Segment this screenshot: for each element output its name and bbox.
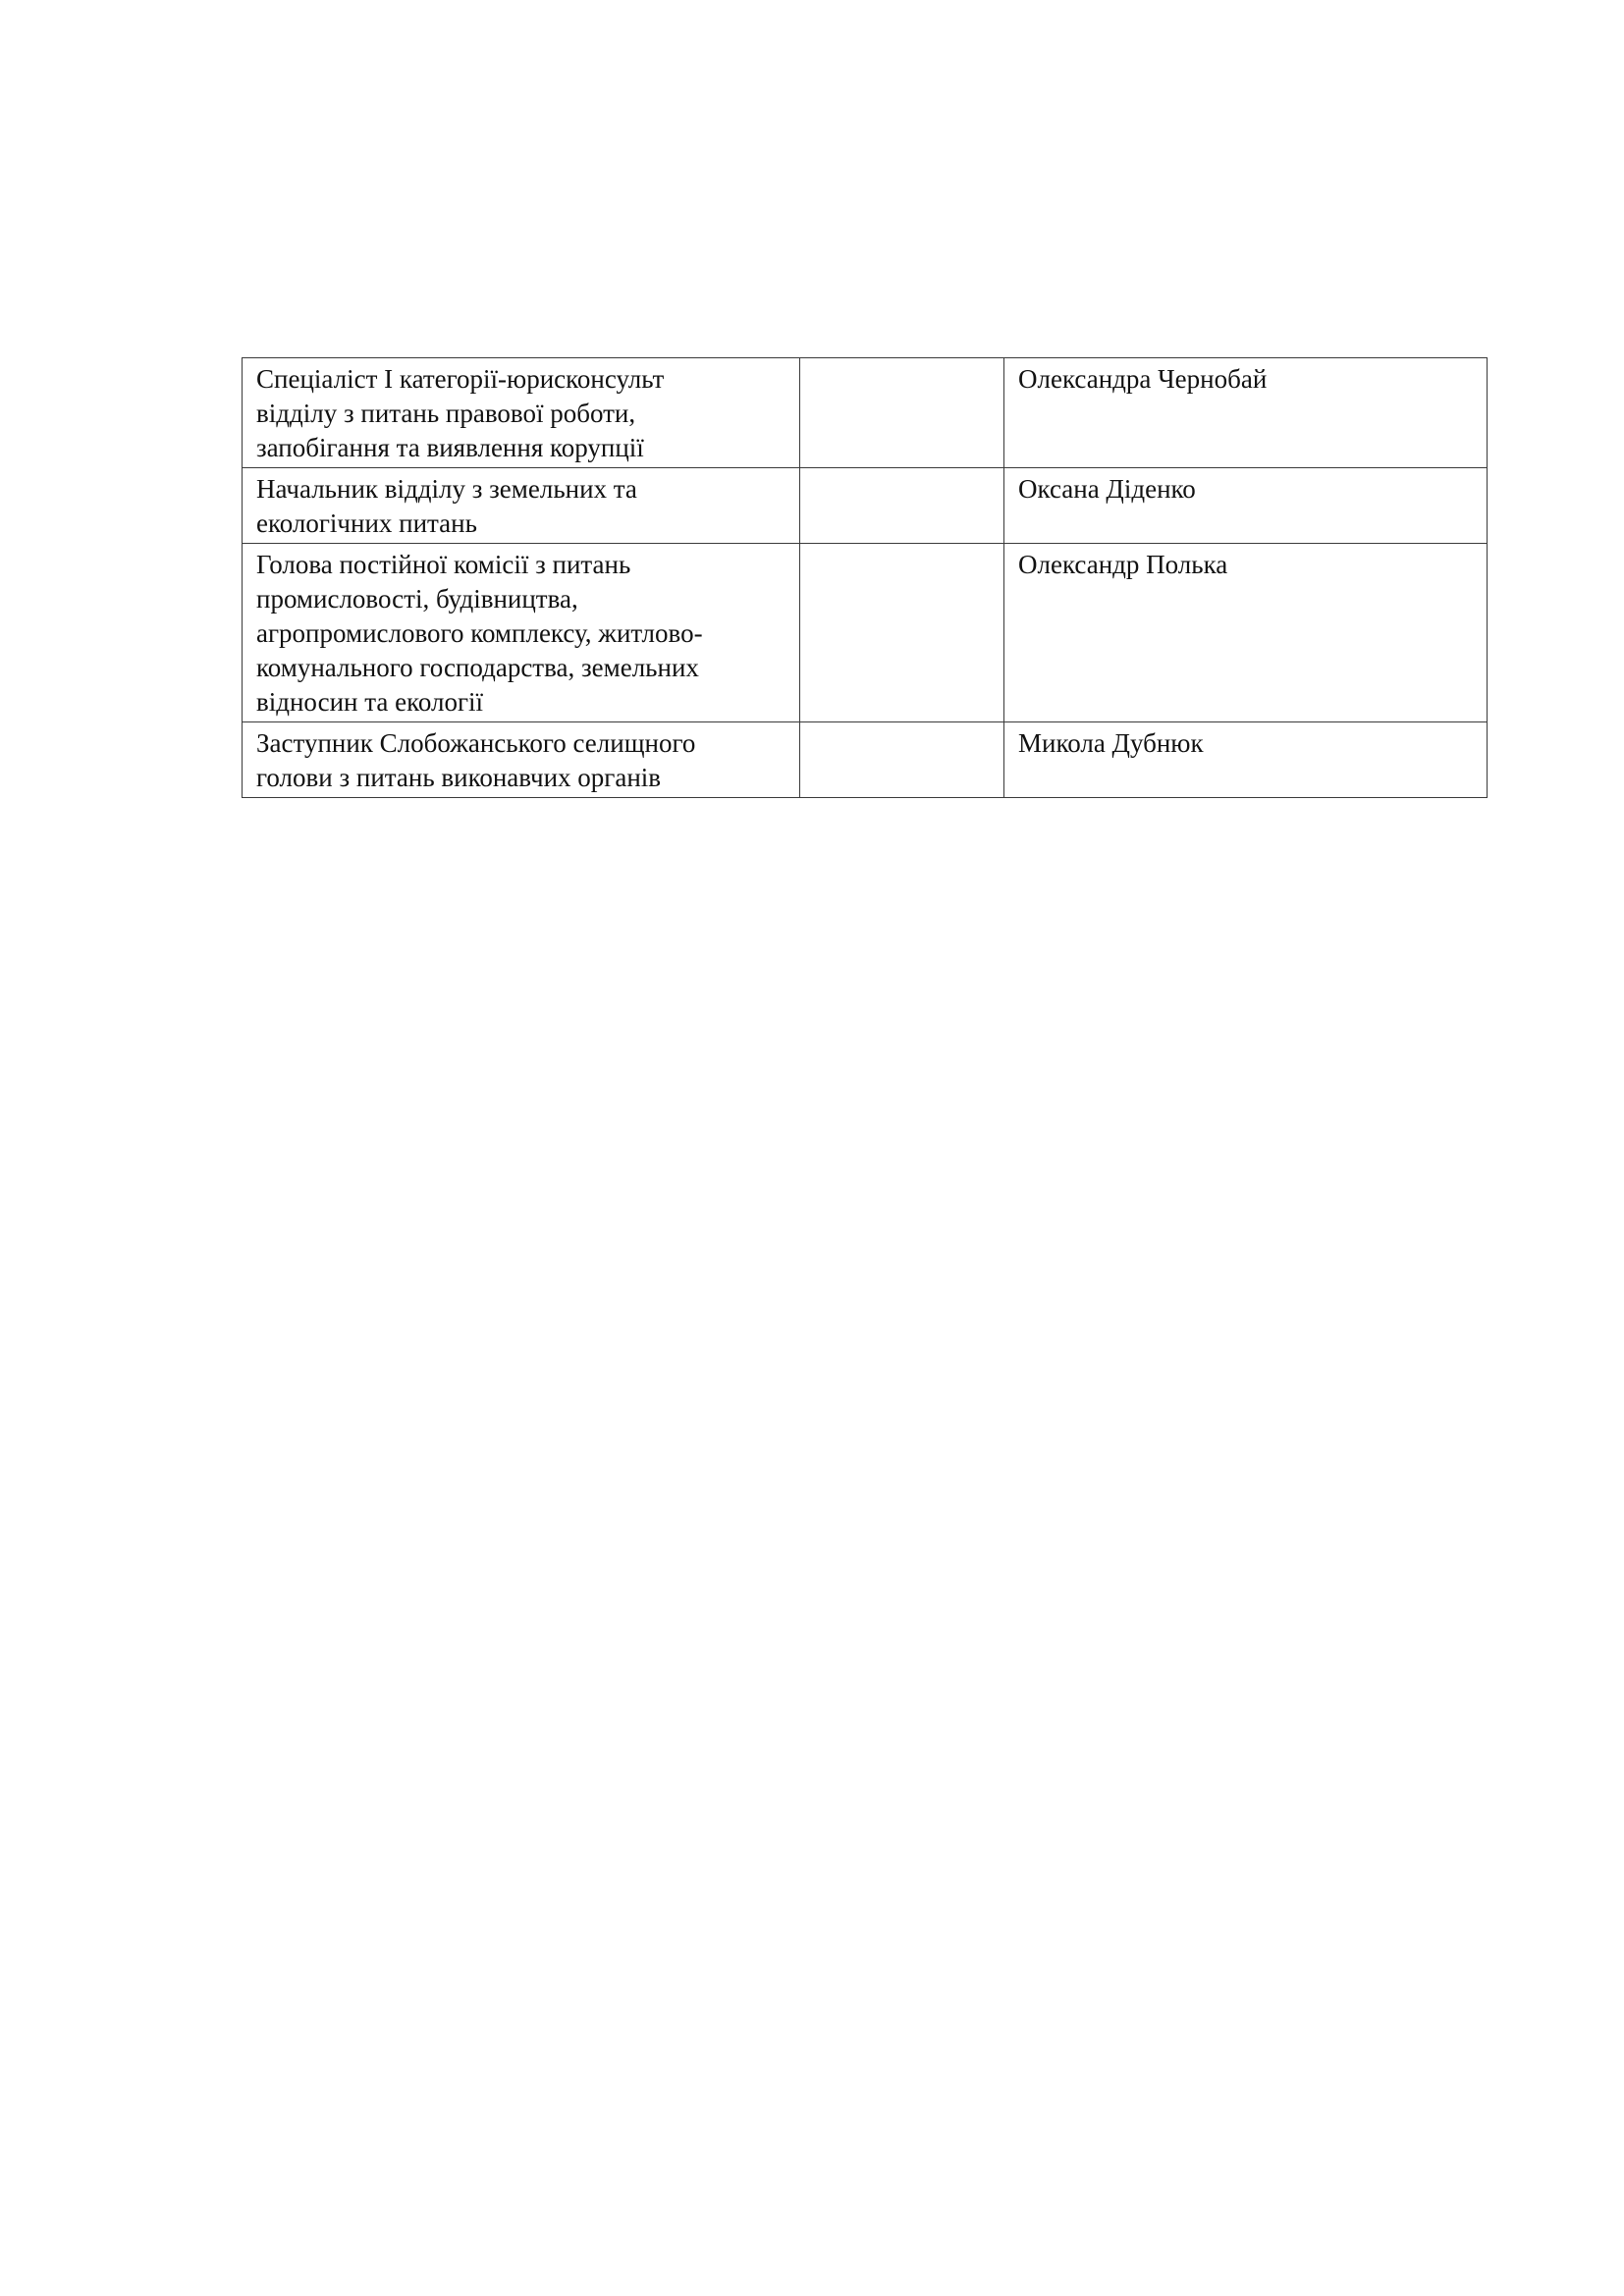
signature-cell bbox=[800, 358, 1004, 468]
position-line: промисловості, будівництва, bbox=[256, 584, 578, 614]
position-line: голови з питань виконавчих органів bbox=[256, 763, 662, 792]
name-cell: Микола Дубнюк bbox=[1004, 722, 1488, 798]
position-line: відділу з питань правової роботи, bbox=[256, 399, 636, 428]
position-line: Заступник Слобожанського селищного bbox=[256, 728, 696, 758]
signature-cell bbox=[800, 722, 1004, 798]
name-cell: Олександра Чернобай bbox=[1004, 358, 1488, 468]
position-line: запобігання та виявлення корупції bbox=[256, 433, 644, 462]
position-line: відносин та екології bbox=[256, 687, 484, 717]
table-row bbox=[243, 722, 1488, 798]
signature-cell bbox=[800, 468, 1004, 544]
position-cell bbox=[243, 544, 800, 722]
name-cell: Оксана Діденко bbox=[1004, 468, 1488, 544]
position-line: агропромислового комплексу, житлово- bbox=[256, 618, 703, 648]
table-row bbox=[243, 358, 1488, 468]
name-cell: Олександр Полька bbox=[1004, 544, 1488, 722]
position-line: екологічних питань bbox=[256, 508, 477, 538]
signature-cell bbox=[800, 544, 1004, 722]
approval-table bbox=[242, 357, 1488, 798]
position-line: Голова постійної комісії з питань bbox=[256, 550, 631, 579]
position-cell bbox=[243, 358, 800, 468]
position-cell bbox=[243, 722, 800, 798]
table-row bbox=[243, 544, 1488, 722]
table-row bbox=[243, 468, 1488, 544]
position-cell bbox=[243, 468, 800, 544]
position-line: Начальник відділу з земельних та bbox=[256, 474, 637, 504]
position-line: комунального господарства, земельних bbox=[256, 653, 699, 682]
position-line: Спеціаліст I категорії-юрисконсульт bbox=[256, 364, 665, 394]
